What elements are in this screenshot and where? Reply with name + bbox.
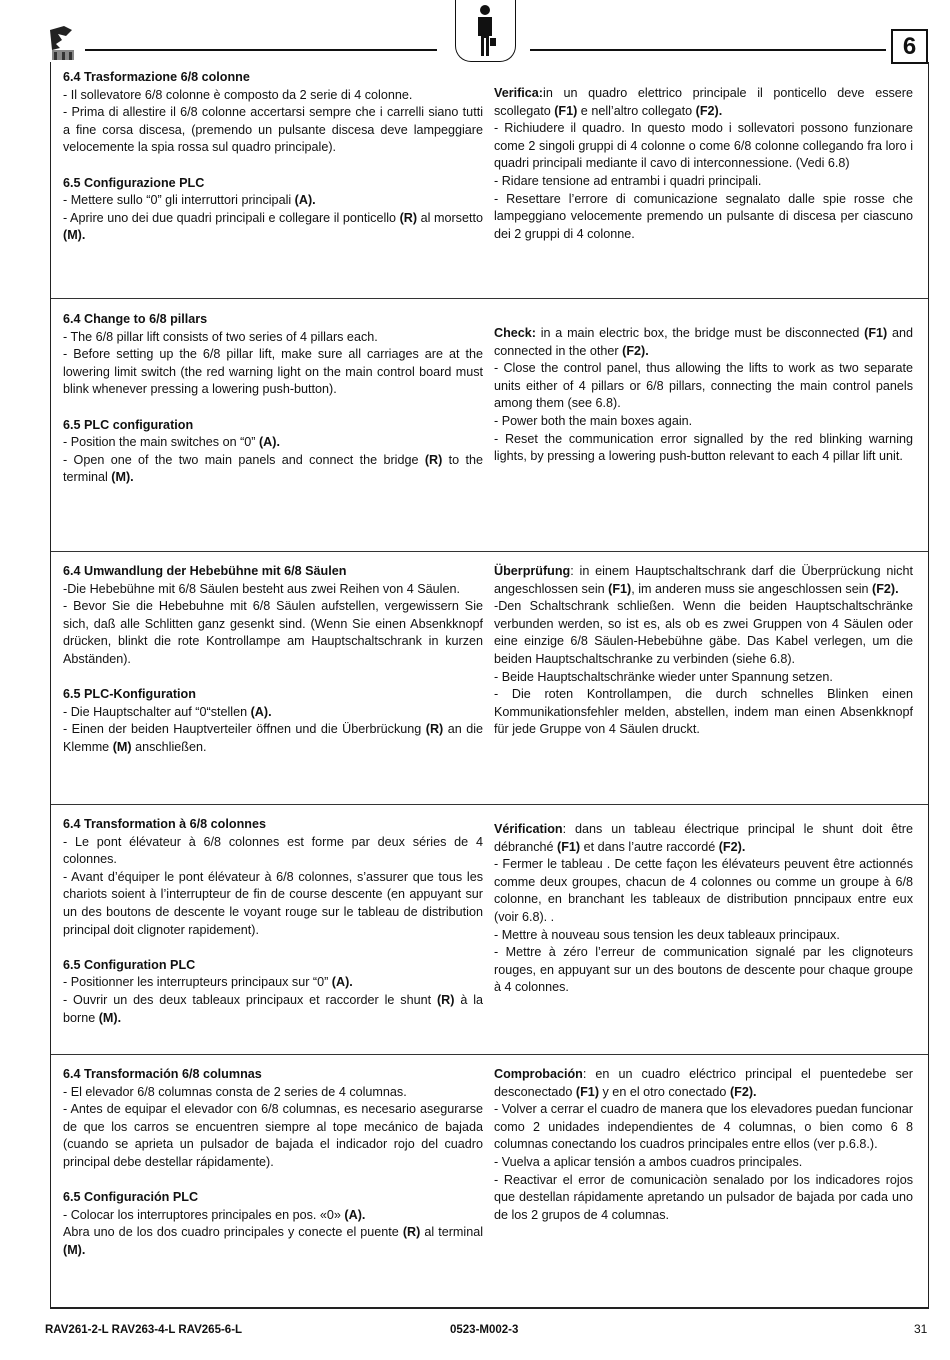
- paragraph: [494, 856, 913, 926]
- reference-label: (F2).: [718, 839, 746, 854]
- paragraph-text: - Ouvrir un des deux tableaux principaux et raccorder le shunt: [63, 992, 437, 1007]
- paragraph: [63, 834, 483, 869]
- paragraph: [63, 192, 483, 210]
- paragraph: [494, 944, 913, 997]
- paragraph: [494, 1154, 913, 1172]
- paragraph-text: - Close the control panel, thus allowing the lifts to work as two separate units either of 4 pillars or 6/8 pillars, connecting the main control panels among them (see 6.8).: [494, 361, 913, 411]
- heading-6-5: 6.5 Configuración PLC: [63, 1190, 199, 1205]
- paragraph: [494, 360, 913, 413]
- page-number: 31: [914, 1322, 928, 1336]
- paragraph-text: - Power both the main boxes again.: [494, 413, 693, 428]
- paragraph-text: et dans l’autre raccordé: [580, 839, 719, 854]
- reference-label: (F2).: [622, 343, 649, 358]
- paragraph-text: - Resettare l’errore di comunicazione segnalato dalle spie rosse che lampeggiano velocemente premendo un pulsante di discesa per ciascuno dei 2 gruppi di 4 colonne.: [494, 191, 913, 241]
- paragraph: [494, 927, 913, 945]
- paragraph-text: - Colocar los interruptores principales en pos. «0»: [63, 1207, 345, 1222]
- heading-6-4: 6.4 Transformation à 6/8 colonnes: [63, 817, 266, 831]
- reference-label: (M).: [111, 470, 134, 485]
- check-paragraph: [494, 325, 913, 360]
- spacer: [63, 1172, 483, 1190]
- paragraph-text: - Before setting up the 6/8 pillar lift, make sure all carriages are at the lowering limit switch (the red warning light on the main control board must blink whenever pressing a lowering push-button).: [63, 347, 483, 397]
- brand-logo: [44, 24, 84, 62]
- paragraph: [63, 869, 483, 939]
- paragraph-text: - Il sollevatore 6/8 colonne è composto da 2 serie di 4 colonne.: [63, 87, 413, 102]
- heading-6-4: 6.4 Transformación 6/8 columnas: [63, 1067, 262, 1081]
- check-paragraph: [494, 1066, 913, 1101]
- paragraph: [63, 721, 483, 756]
- right-column: [494, 85, 913, 243]
- chapter-number: 6: [891, 29, 928, 64]
- reference-label: (R): [436, 992, 455, 1007]
- paragraph-text: -Den Schaltschrank schließen. Wenn die beiden Hauptschaltschränke verbunden werden, so ist es, als ob es zwei Gruppen von 4 Säulen oder eine einzige 6/8 Säulen-Hebebühne gäbe. Das Kabel verlegen, um die beiden Hauptschaltschranke zu verbinden (siehe 6.8).: [494, 599, 913, 666]
- paragraph: [63, 704, 483, 722]
- section-fr: [51, 805, 928, 1055]
- spacer: [63, 399, 483, 417]
- paragraph-text: - Avant d’équiper le pont élévateur à 6/8 colonnes, s’assurer que tous les chariots soient à l’interrupteur de fin de course descente (en appuyant sur un des boutons de descente le voyant rouge sur le tableau de distribution principal doit clignoter rapidement).: [63, 869, 483, 937]
- paragraph: [63, 1084, 483, 1102]
- paragraph-text: - Reset the communication error signalled by the red blinking warning lights, by pressing a lowering push-button relevant to each 4 pillar lift unit.: [494, 431, 913, 464]
- heading-6-4: 6.4 Umwandlung der Hebebühne mit 6/8 Säulen: [63, 564, 347, 578]
- paragraph-text: - Mettere sullo “0” gli interruttori principali: [63, 193, 295, 208]
- right-column: [494, 325, 913, 466]
- reference-label: (R): [425, 722, 444, 737]
- right-column: [494, 563, 913, 739]
- paragraph-text: and connected in the other: [494, 326, 913, 358]
- paragraph-text: e nell’altro collegato: [577, 103, 696, 118]
- paragraph-text: - Ridare tensione ad entrambi i quadri principali.: [494, 173, 762, 188]
- paragraph-text: - Fermer le tableau . De cette façon les élévateurs peuvent être actionnés comme deux groupes, chacun de 4 colonnes ou comme un groupe à 6/8 colonne, en branchant les tableaux de distribution pnncipaux entre eux (voir 6.8). .: [494, 857, 913, 924]
- paragraph: [63, 329, 483, 347]
- left-column: [63, 563, 483, 757]
- spacer: [63, 157, 483, 175]
- heading-6-5: 6.5 PLC configuration: [63, 417, 194, 432]
- reference-label: (F1): [608, 581, 632, 596]
- left-column: [63, 311, 483, 487]
- reference-label: (A).: [331, 975, 353, 990]
- reference-label: (F1): [864, 326, 888, 340]
- paragraph-text: à la borne: [63, 992, 483, 1025]
- check-label: Comprobación: [494, 1067, 583, 1081]
- check-label: Überprüfung: [494, 564, 571, 578]
- paragraph-text: - El elevador 6/8 columnas consta de 2 series de 4 columnas.: [63, 1084, 407, 1099]
- footer-doc-code: 0523-M002-3: [450, 1324, 519, 1336]
- left-column: [63, 816, 483, 1027]
- paragraph-text: - Die roten Kontrollampen, die durch schnelles Blinken einen Kommunikationsfehler melden, abstellen, indem man einen Absenkknopf für jede Gruppe von 4 Säulen druckt.: [494, 687, 913, 737]
- paragraph-text: - Positionner les interrupteurs principaux sur “0”: [63, 975, 332, 990]
- paragraph-text: - Bevor Sie die Hebebuhne mit 6/8 Säulen aufstellen, vergewissern Sie sich, daß alle Schlitten ganz gesenkt sind. (Wenn Sie einen Absenkknopf drücken, blinkt die rote Kontrollampe am Hauptschaltschrank in kurzen Abständen).: [63, 599, 483, 666]
- paragraph-text: - Einen der beiden Hauptverteiler öffnen und die Überbrückung: [63, 722, 426, 737]
- paragraph-text: to the terminal: [63, 452, 483, 485]
- left-column: [63, 69, 483, 245]
- paragraph-text: - Vuelva a aplicar tensión a ambos cuadros principales.: [494, 1154, 803, 1169]
- paragraph-text: - Antes de equipar el elevador con 6/8 columnas, es necesario asegurarse de que los carros se encuentren siempre al tope mecánico de bajada (cuando se aprieta un pulsador de bajada el indicador rojo del cuadro principal debe destellar rápidamente).: [63, 1102, 483, 1169]
- reference-label: (F2).: [872, 581, 899, 596]
- reference-label: (M).: [63, 1242, 86, 1257]
- paragraph: [494, 598, 913, 668]
- right-column: [494, 1066, 913, 1224]
- paragraph: [494, 1101, 913, 1154]
- paragraph: [494, 669, 913, 687]
- paragraph: [63, 1207, 483, 1225]
- paragraph-text: , im anderen muss sie angeschlossen sein: [631, 581, 873, 596]
- paragraph: [63, 210, 483, 245]
- paragraph-text: al terminal: [420, 1225, 484, 1240]
- section-es: [51, 1055, 928, 1309]
- footer-models: RAV261-2-L RAV263-4-L RAV265-6-L: [45, 1324, 243, 1336]
- paragraph-text: anschließen.: [131, 739, 207, 754]
- paragraph-text: - Prima di allestire il 6/8 colonne accertarsi sempre che i carrelli siano tutti a fine corsa discesa, (premendo un pulsante discesa deve lampeggiare velocemente la spia rossa sul quadro principale).: [63, 105, 483, 155]
- paragraph-text: an die Klemme: [63, 722, 484, 754]
- paragraph: [494, 413, 913, 431]
- heading-6-4: 6.4 Trasformazione 6/8 colonne: [63, 70, 250, 84]
- section-de: [51, 552, 928, 805]
- paragraph-text: -Die Hebebühne mit 6/8 Säulen besteht aus zwei Reihen von 4 Säulen.: [63, 581, 460, 596]
- header-rule-right: [530, 49, 886, 51]
- paragraph: [63, 992, 483, 1027]
- spacer: [63, 669, 483, 687]
- paragraph-text: - Mettre à nouveau sous tension les deux tableaux principaux.: [494, 927, 840, 942]
- paragraph-text: - Beide Hauptschaltschränke wieder unter Spannung setzen.: [494, 669, 833, 684]
- check-label: Check:: [494, 326, 536, 340]
- paragraph: [494, 173, 913, 191]
- paragraph: [494, 120, 913, 173]
- paragraph: [63, 1101, 483, 1171]
- paragraph: [63, 452, 483, 487]
- paragraph: [494, 431, 913, 466]
- check-label: Vérification: [494, 822, 563, 836]
- paragraph-text: - Aprire uno dei due quadri principali e collegare il ponticello: [63, 210, 400, 225]
- paragraph-text: Abra uno de los dos cuadro principales y conecte el puente: [63, 1225, 403, 1240]
- paragraph-text: in a main electric box, the bridge must be disconnected: [536, 326, 865, 340]
- check-paragraph: [494, 821, 913, 856]
- reference-label: (A).: [344, 1207, 366, 1222]
- paragraph: [63, 434, 483, 452]
- paragraph: [63, 346, 483, 399]
- paragraph-text: y en el otro conectado: [599, 1084, 730, 1099]
- heading-6-5: 6.5 PLC-Konfiguration: [63, 687, 196, 702]
- paragraph-text: - Mettre à zéro l’erreur de communication signalé par les clignoteurs rouges, en appuyant sur un des boutons de descente pour chaque groupe à 4 colonnes.: [494, 945, 913, 995]
- paragraph-text: - Die Hauptschalter auf “0“stellen: [63, 704, 251, 719]
- paragraph: [63, 598, 483, 668]
- check-label: Verifica:: [494, 86, 544, 100]
- heading-6-5: 6.5 Configurazione PLC: [63, 175, 205, 190]
- paragraph-text: - Open one of the two main panels and connect the bridge: [63, 452, 425, 467]
- paragraph-text: : in einem Hauptschaltschrank darf die Überprückung nicht angeschlossen sein: [494, 564, 913, 596]
- paragraph: [63, 581, 483, 599]
- reference-label: (F1): [575, 1084, 600, 1099]
- paragraph-text: - Volver a cerrar el cuadro de manera que los elevadores puedan funcionar como 2 unidades independientes de 4 columnas, o bien como 6 8 columnas conectando los cuadros principales entre ellos (ver p.6.8.).: [494, 1102, 913, 1152]
- section-en: [51, 299, 928, 552]
- reference-label: (R): [402, 1225, 421, 1240]
- paragraph: [494, 191, 913, 244]
- reference-label: (R): [399, 210, 418, 225]
- reference-label: (A).: [294, 193, 316, 208]
- section-it: [51, 60, 928, 299]
- reference-label: (F2).: [729, 1084, 757, 1099]
- paragraph: [63, 974, 483, 992]
- paragraph: [494, 1172, 913, 1225]
- reference-label: (M): [112, 739, 132, 754]
- reference-label: (F1): [554, 103, 578, 118]
- paragraph: [63, 87, 483, 105]
- paragraph-text: : dans un tableau électrique principal le shunt doit être débranché: [494, 822, 913, 854]
- paragraph: [63, 1224, 483, 1259]
- check-paragraph: [494, 563, 913, 598]
- reference-label: (A).: [258, 435, 280, 450]
- paragraph-text: - The 6/8 pillar lift consists of two series of 4 pillars each.: [63, 329, 378, 344]
- header-rule-left: [85, 49, 437, 51]
- right-column: [494, 821, 913, 997]
- paragraph-text: al morsetto: [417, 210, 483, 225]
- check-paragraph: [494, 85, 913, 120]
- paragraph-text: in un quadro elettrico principale il ponticello deve essere scollegato: [494, 86, 913, 118]
- heading-6-5: 6.5 Configuration PLC: [63, 957, 196, 972]
- paragraph-text: - Reactivar el error de comunicaciòn senalado por los indicadores rojos que destellan rápidamente apretando un pulsador de bajada por cada uno de los 2 grupos de 4 columnas.: [494, 1172, 913, 1222]
- left-column: [63, 1066, 483, 1260]
- reference-label: (A).: [250, 704, 272, 719]
- paragraph-text: : en un cuadro eléctrico principal el puentedebe ser desconectado: [494, 1067, 913, 1099]
- spacer: [63, 939, 483, 957]
- reference-label: (F1): [557, 839, 581, 854]
- paragraph-text: - Position the main switches on “0”: [63, 435, 259, 450]
- reference-label: (M).: [98, 1010, 122, 1025]
- content-frame: [50, 62, 929, 1309]
- paragraph-text: - Le pont élévateur à 6/8 colonnes est forme par deux séries de 4 colonnes.: [63, 834, 483, 867]
- paragraph: [494, 686, 913, 739]
- paragraph: [63, 104, 483, 157]
- person-with-briefcase-icon: [455, 0, 516, 62]
- reference-label: (F2).: [695, 103, 723, 118]
- paragraph-text: - Richiudere il quadro. In questo modo i sollevatori possono funzionare come 2 singoli gruppi di 4 colonne o come 6/8 colonne collegando fra loro i quadri principali mediante il cavo di interconnessione. (Vedi 6.8): [494, 121, 913, 171]
- reference-label: (R): [424, 452, 443, 467]
- heading-6-4: 6.4 Change to 6/8 pillars: [63, 312, 208, 326]
- reference-label: (M).: [63, 228, 86, 243]
